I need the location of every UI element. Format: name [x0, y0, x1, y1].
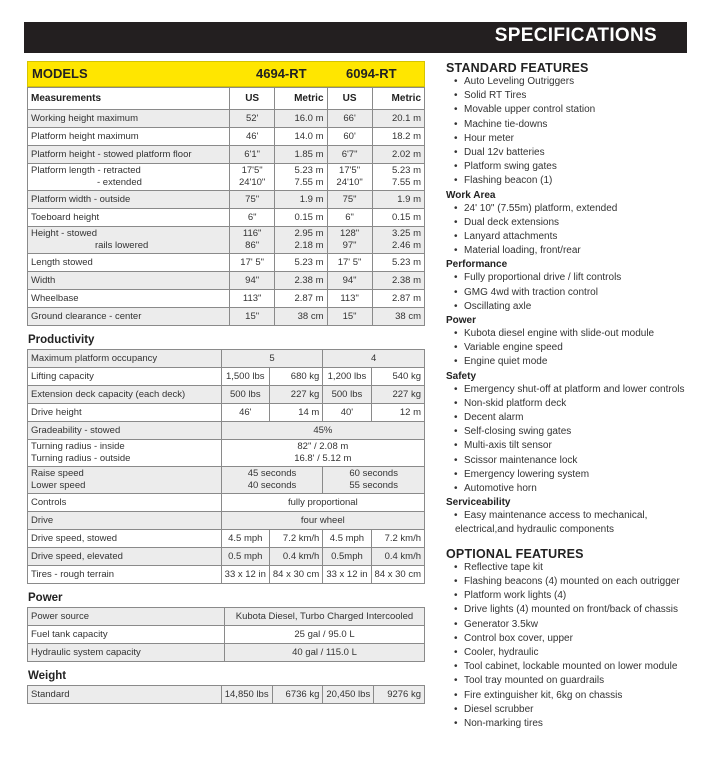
models-label: MODELS: [32, 66, 88, 81]
table-row: [28, 350, 425, 368]
cell-line: 82" / 2.08 m: [297, 441, 349, 452]
serviceability-list: [446, 509, 696, 537]
list-item: • Multi-axis tilt sensor: [446, 439, 696, 453]
row-label: Controls: [28, 494, 222, 512]
row-label: Drive speed, stowed: [28, 530, 222, 548]
serviceability-title: Serviceability: [446, 497, 511, 509]
cell: 6'7": [327, 146, 372, 164]
cell: 2.87 m: [372, 290, 424, 308]
list-item: • 24' 10" (7.55m) platform, extended: [446, 202, 696, 216]
cell: 17' 5": [327, 254, 372, 272]
power-table: [27, 607, 425, 662]
row-label-line: - extended: [97, 177, 142, 188]
cell: 4: [323, 350, 425, 368]
row-label: Working height maximum: [28, 110, 230, 128]
row-label: Drive speed, elevated: [28, 548, 222, 566]
list-item: • GMG 4wd with traction control: [446, 286, 696, 300]
row-label: Ground clearance - center: [28, 308, 230, 326]
cell-line: 97": [342, 240, 357, 251]
list-item: • Non-skid platform deck: [446, 397, 696, 411]
list-item: • Variable engine speed: [446, 341, 696, 355]
cell-line: 86": [245, 240, 260, 251]
cell: 540 kg: [371, 368, 424, 386]
list-item: • Non-marking tires: [446, 717, 696, 731]
table-row: [28, 440, 425, 467]
table-row: [28, 644, 425, 662]
cell: 7.2 km/h: [371, 530, 424, 548]
table-row: [28, 494, 425, 512]
cell: 14 m: [269, 404, 322, 422]
list-item: • Auto Leveling Outriggers: [446, 75, 696, 89]
power-features-title: Power: [446, 315, 477, 327]
list-item: • Kubota diesel engine with slide-out module: [446, 327, 696, 341]
cell-line: 5.23 m: [391, 165, 421, 176]
cell: 680 kg: [269, 368, 322, 386]
cell: 14,850 lbs: [221, 686, 272, 704]
cell: 9276 kg: [374, 686, 425, 704]
cell: [221, 467, 323, 494]
weight-table: [27, 685, 425, 704]
cell: 1,200 lbs: [323, 368, 371, 386]
model-b-heading: 6094-RT: [346, 66, 397, 81]
row-label: [28, 440, 222, 467]
cell: 15": [327, 308, 372, 326]
list-item: • Automotive horn: [446, 482, 696, 496]
row-label: [28, 227, 230, 254]
cell: [230, 227, 275, 254]
list-item: • Tool cabinet, lockable mounted on lower module: [446, 660, 696, 674]
cell: 40 gal / 115.0 L: [225, 644, 425, 662]
col-metric-a: Metric: [275, 88, 327, 110]
cell: 2.38 m: [275, 272, 327, 290]
row-label: Tires - rough terrain: [28, 566, 222, 584]
cell: 227 kg: [269, 386, 322, 404]
cell: 4.5 mph: [221, 530, 269, 548]
table-header-row: [28, 88, 425, 110]
list-item: • Diesel scrubber: [446, 703, 696, 717]
cell-line: 17'5": [241, 165, 263, 176]
list-item: • Drive lights (4) mounted on front/back of chassis: [446, 603, 696, 617]
table-row: [28, 128, 425, 146]
row-label: Lifting capacity: [28, 368, 222, 386]
cell: 5.23 m: [372, 254, 424, 272]
table-row: [28, 422, 425, 440]
row-label: Drive height: [28, 404, 222, 422]
list-item: • Engine quiet mode: [446, 355, 696, 369]
performance-list: [446, 271, 696, 314]
list-item: • Emergency lowering system: [446, 468, 696, 482]
standard-features-list: [446, 75, 696, 189]
cell: 12 m: [371, 404, 424, 422]
table-row: [28, 686, 425, 704]
row-label: Platform width - outside: [28, 191, 230, 209]
cell: 4.5 mph: [323, 530, 371, 548]
row-label: Toeboard height: [28, 209, 230, 227]
row-label: Length stowed: [28, 254, 230, 272]
features-column: [446, 61, 696, 731]
table-row: [28, 626, 425, 644]
models-bar: [27, 61, 425, 87]
weight-title: Weight: [28, 670, 67, 682]
cell: 46': [221, 404, 269, 422]
row-label: Drive: [28, 512, 222, 530]
table-row: [28, 608, 425, 626]
cell: 0.15 m: [275, 209, 327, 227]
table-row: [28, 290, 425, 308]
cell-line: 40 seconds: [247, 480, 297, 491]
row-label: Standard: [28, 686, 222, 704]
row-label-line: Turning radius - outside: [31, 453, 131, 464]
list-item: • Flashing beacon (1): [446, 174, 696, 188]
cell: 2.87 m: [275, 290, 327, 308]
cell-line: 2.95 m: [294, 228, 324, 239]
cell: 1,500 lbs: [221, 368, 269, 386]
cell: 0.4 km/h: [269, 548, 322, 566]
list-item: • Decent alarm: [446, 411, 696, 425]
cell-line: 24'10": [238, 177, 266, 188]
cell: [372, 227, 424, 254]
cell: 94": [230, 272, 275, 290]
cell: 75": [230, 191, 275, 209]
cell: 20.1 m: [372, 110, 424, 128]
standard-features-title: STANDARD FEATURES: [446, 61, 589, 75]
cell: [323, 467, 425, 494]
cell: 14.0 m: [275, 128, 327, 146]
cell-line: 17'5": [339, 165, 361, 176]
cell-line: 116": [242, 228, 262, 239]
table-row: [28, 368, 425, 386]
cell: 46': [230, 128, 275, 146]
row-label: [28, 467, 222, 494]
cell: 0.4 km/h: [371, 548, 424, 566]
cell: 38 cm: [275, 308, 327, 326]
work-area-list: [446, 202, 696, 259]
cell: [275, 227, 327, 254]
list-item: • Control box cover, upper: [446, 632, 696, 646]
table-row: [28, 227, 425, 254]
row-label: Extension deck capacity (each deck): [28, 386, 222, 404]
cell: 6'1": [230, 146, 275, 164]
row-label: Platform height - stowed platform floor: [28, 146, 230, 164]
cell: [372, 164, 424, 191]
row-label: Fuel tank capacity: [28, 626, 225, 644]
cell: 17' 5": [230, 254, 275, 272]
row-label: [28, 164, 230, 191]
cell: 45%: [221, 422, 424, 440]
row-label: Power source: [28, 608, 225, 626]
list-item: • Movable upper control station: [446, 103, 696, 117]
list-item: • Fully proportional drive / lift controls: [446, 271, 696, 285]
table-row: [28, 512, 425, 530]
list-item: • Tool tray mounted on guardrails: [446, 674, 696, 688]
list-item: • Solid RT Tires: [446, 89, 696, 103]
power-title: Power: [28, 592, 63, 604]
spec-tables: [27, 61, 425, 704]
row-label: Width: [28, 272, 230, 290]
cell: 52': [230, 110, 275, 128]
list-item: • Flashing beacons (4) mounted on each outrigger: [446, 575, 696, 589]
row-label: Maximum platform occupancy: [28, 350, 222, 368]
col-metric-b: Metric: [372, 88, 424, 110]
cell: 2.38 m: [372, 272, 424, 290]
list-item: • Fire extinguisher kit, 6kg on chassis: [446, 689, 696, 703]
row-label-line: Raise speed: [31, 468, 84, 479]
cell-line: 5.23 m: [294, 165, 324, 176]
row-label: Hydraulic system capacity: [28, 644, 225, 662]
cell: 15": [230, 308, 275, 326]
table-row: [28, 146, 425, 164]
performance-title: Performance: [446, 259, 508, 271]
productivity-title: Productivity: [28, 334, 95, 346]
list-item: • Generator 3.5kw: [446, 618, 696, 632]
list-item: • Reflective tape kit: [446, 561, 696, 575]
row-label-line: Platform length - retracted: [31, 165, 141, 176]
cell: [221, 440, 424, 467]
model-a-heading: 4694-RT: [256, 66, 307, 81]
list-item: • Cooler, hydraulic: [446, 646, 696, 660]
row-label-line: Height - stowed: [31, 228, 98, 239]
row-label: Gradeability - stowed: [28, 422, 222, 440]
list-item: • Dual deck extensions: [446, 216, 696, 230]
row-label-line: Turning radius - inside: [31, 441, 125, 452]
optional-features-list: [446, 561, 696, 731]
cell-line: 60 seconds: [349, 468, 398, 479]
cell: 0.5 mph: [221, 548, 269, 566]
cell: 94": [327, 272, 372, 290]
cell: [275, 164, 327, 191]
cell: 500 lbs: [221, 386, 269, 404]
cell: 0.5mph: [323, 548, 371, 566]
row-label-line: Lower speed: [31, 480, 86, 491]
cell: 84 x 30 cm: [371, 566, 424, 584]
cell: 16.0 m: [275, 110, 327, 128]
col-us-b: US: [327, 88, 372, 110]
cell-line: 45 seconds: [247, 468, 297, 479]
row-label: Wheelbase: [28, 290, 230, 308]
list-item: • Emergency shut-off at platform and lower controls: [446, 383, 696, 397]
cell-line: 55 seconds: [349, 480, 398, 491]
cell-line: 2.18 m: [294, 240, 324, 251]
cell: 6": [327, 209, 372, 227]
cell: 6": [230, 209, 275, 227]
list-item: • Self-closing swing gates: [446, 425, 696, 439]
table-row: [28, 548, 425, 566]
specifications-banner: [24, 22, 687, 53]
list-item: • Scissor maintenance lock: [446, 454, 696, 468]
productivity-table: [27, 349, 425, 584]
list-item: • Machine tie-downs: [446, 118, 696, 132]
cell: 60': [327, 128, 372, 146]
optional-features-title: OPTIONAL FEATURES: [446, 546, 584, 561]
row-label: Platform height maximum: [28, 128, 230, 146]
banner-title: SPECIFICATIONS: [494, 25, 657, 46]
cell: 7.2 km/h: [269, 530, 322, 548]
cell-line: 7.55 m: [391, 177, 421, 188]
cell: 0.15 m: [372, 209, 424, 227]
cell: 1.85 m: [275, 146, 327, 164]
list-item: • Material loading, front/rear: [446, 244, 696, 258]
cell: 500 lbs: [323, 386, 371, 404]
cell: [230, 164, 275, 191]
work-area-title: Work Area: [446, 189, 496, 201]
power-features-list: [446, 327, 696, 370]
list-item: • Hour meter: [446, 132, 696, 146]
cell-line: 128": [339, 228, 360, 239]
table-row: [28, 164, 425, 191]
cell: 113": [230, 290, 275, 308]
cell: Kubota Diesel, Turbo Charged Intercooled: [225, 608, 425, 626]
measurements-table: [27, 87, 425, 326]
table-row: [28, 530, 425, 548]
list-item-line: electrical,and hydraulic components: [455, 524, 614, 536]
table-row: [28, 467, 425, 494]
list-item: • Lanyard attachments: [446, 230, 696, 244]
table-row: [28, 404, 425, 422]
cell: 113": [327, 290, 372, 308]
cell: 38 cm: [372, 308, 424, 326]
safety-title: Safety: [446, 370, 477, 382]
cell: 5.23 m: [275, 254, 327, 272]
cell: [327, 164, 372, 191]
table-row: [28, 272, 425, 290]
cell: 18.2 m: [372, 128, 424, 146]
cell: fully proportional: [221, 494, 424, 512]
cell: 25 gal / 95.0 L: [225, 626, 425, 644]
table-row: [28, 566, 425, 584]
cell: 33 x 12 in: [323, 566, 371, 584]
cell: 20,450 lbs: [323, 686, 374, 704]
cell: 6736 kg: [272, 686, 323, 704]
measurements-title: Measurements: [28, 88, 230, 110]
list-item: • Dual 12v batteries: [446, 146, 696, 160]
table-row: [28, 308, 425, 326]
cell: 227 kg: [371, 386, 424, 404]
list-item: • Oscillating axle: [446, 300, 696, 314]
cell: 2.02 m: [372, 146, 424, 164]
cell-line: 16.8' / 5.12 m: [294, 453, 352, 464]
cell: 40': [323, 404, 371, 422]
cell: 1.9 m: [275, 191, 327, 209]
table-row: [28, 191, 425, 209]
cell-line: 24'10": [336, 177, 363, 188]
cell: [327, 227, 372, 254]
cell-line: 2.46 m: [391, 240, 421, 251]
cell: 75": [327, 191, 372, 209]
list-item: [446, 509, 696, 537]
cell: 33 x 12 in: [221, 566, 269, 584]
table-row: [28, 209, 425, 227]
cell: four wheel: [221, 512, 424, 530]
cell: 66': [327, 110, 372, 128]
cell: 1.9 m: [372, 191, 424, 209]
safety-list: [446, 383, 696, 497]
row-label-line: rails lowered: [95, 240, 149, 251]
table-row: [28, 110, 425, 128]
cell: 84 x 30 cm: [269, 566, 322, 584]
cell: 5: [221, 350, 323, 368]
table-row: [28, 386, 425, 404]
col-us-a: US: [230, 88, 275, 110]
list-item: • Platform work lights (4): [446, 589, 696, 603]
table-row: [28, 254, 425, 272]
list-item-line: Easy maintenance access to mechanical,: [464, 510, 648, 522]
cell-line: 7.55 m: [294, 177, 324, 188]
list-item: • Platform swing gates: [446, 160, 696, 174]
cell-line: 3.25 m: [391, 228, 421, 239]
